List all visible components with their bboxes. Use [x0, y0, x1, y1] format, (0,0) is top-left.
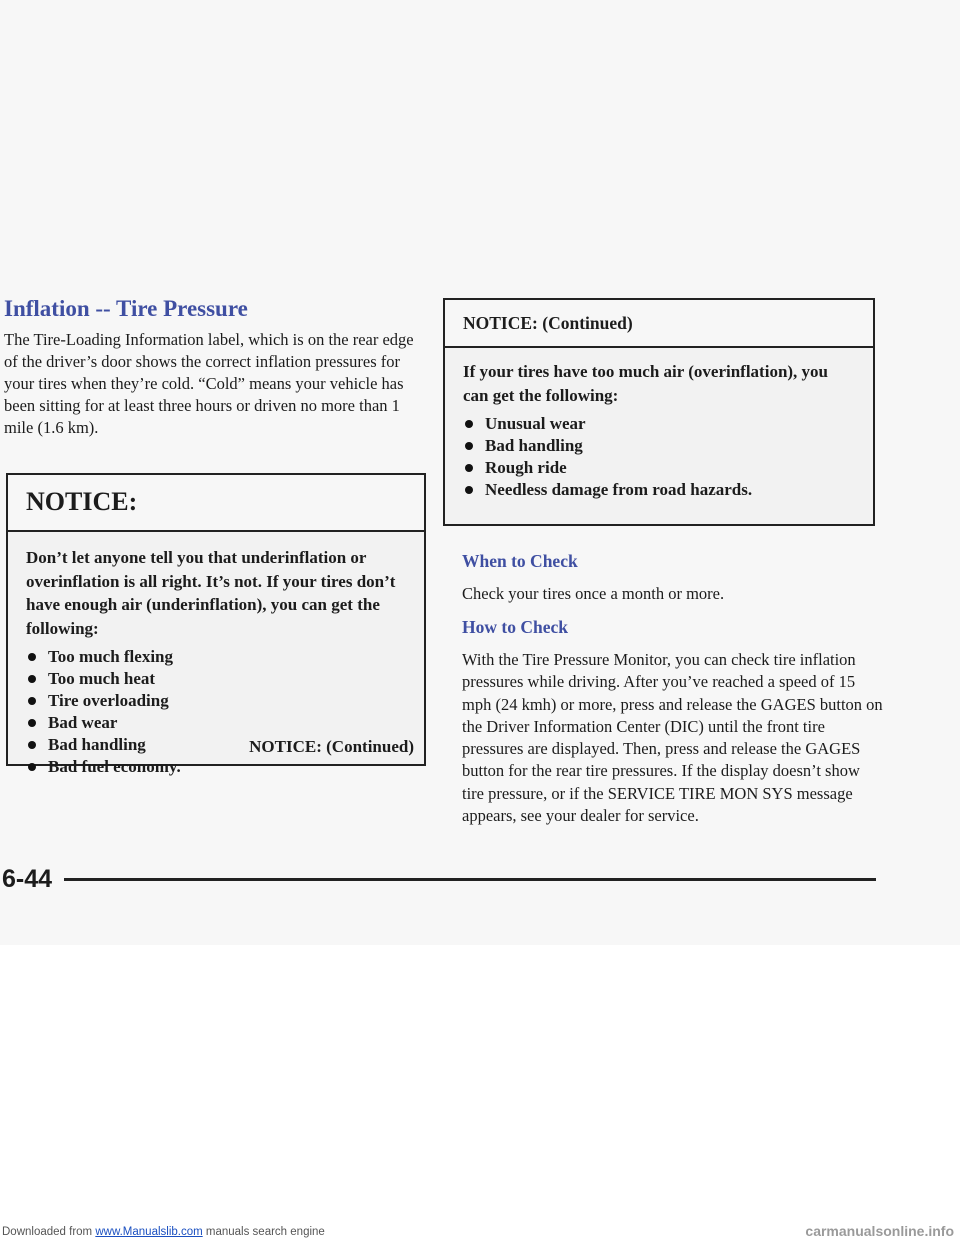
when-to-check-heading: When to Check	[462, 551, 578, 571]
list-item: Unusual wear	[463, 413, 855, 435]
site-watermark: carmanualsonline.info	[805, 1223, 954, 1239]
list-item: Tire overloading	[26, 690, 406, 712]
underinflation-list	[26, 646, 406, 778]
list-item: Rough ride	[463, 457, 855, 479]
how-to-check-text: With the Tire Pressure Monitor, you can check tire inflation pressures while driving. After you’ve reached a speed of 15 mph (24 kmh) or more, press and release the GAGES button on the Driver Information Center (DIC) until the front tire pressures are displayed. Then, press and release the GAGES button for the rear tire pressures. If the display doesn’t show tire pressure, or if the SERVICE TIRE MON SYS message appears, see your dealer for service.	[462, 650, 883, 826]
footer-rule	[64, 878, 876, 881]
list-item: Too much flexing	[26, 646, 406, 668]
notice-text: If your tires have too much air (overinflation), you can get the following:	[463, 362, 829, 405]
notice-continued-heading: NOTICE: (Continued)	[445, 300, 873, 348]
footer-prefix: Downloaded from	[2, 1226, 96, 1238]
manualslib-link[interactable]: www.Manualslib.com	[95, 1226, 203, 1238]
notice-box-right	[443, 298, 875, 526]
list-item: Needless damage from road hazards.	[463, 479, 855, 501]
notice-continued-label: NOTICE: (Continued)	[249, 737, 414, 756]
notice-box-left	[6, 473, 426, 776]
when-to-check-text: Check your tires once a month or more.	[462, 584, 725, 603]
overinflation-list	[463, 413, 855, 501]
list-item: Bad wear	[26, 712, 406, 734]
list-item: Too much heat	[26, 668, 406, 690]
how-to-check-heading: How to Check	[462, 617, 568, 637]
page-number: 6-44	[2, 865, 53, 893]
intro-paragraph: The Tire-Loading Information label, which is on the rear edge of the driver’s door shows the correct inflation pressures for your tires when they’re cold. “Cold” means your vehicle has been sitting for at least three hours or driven no more than 1 mile (1.6 km).	[4, 330, 414, 437]
footer-suffix: manuals search engine	[202, 1226, 325, 1238]
download-footer	[2, 1226, 325, 1238]
notice-heading: NOTICE:	[8, 475, 424, 532]
list-item: Bad fuel economy.	[26, 756, 406, 778]
section-title: Inflation -- Tire Pressure	[4, 296, 248, 321]
notice-text: Don’t let anyone tell you that underinflation or overinflation is all right. It’s not. If your tires don’t have enough air (underinflation), you can get the following:	[26, 548, 396, 638]
list-item: Bad handling	[463, 435, 855, 457]
list-item: Bad handling	[26, 734, 406, 756]
